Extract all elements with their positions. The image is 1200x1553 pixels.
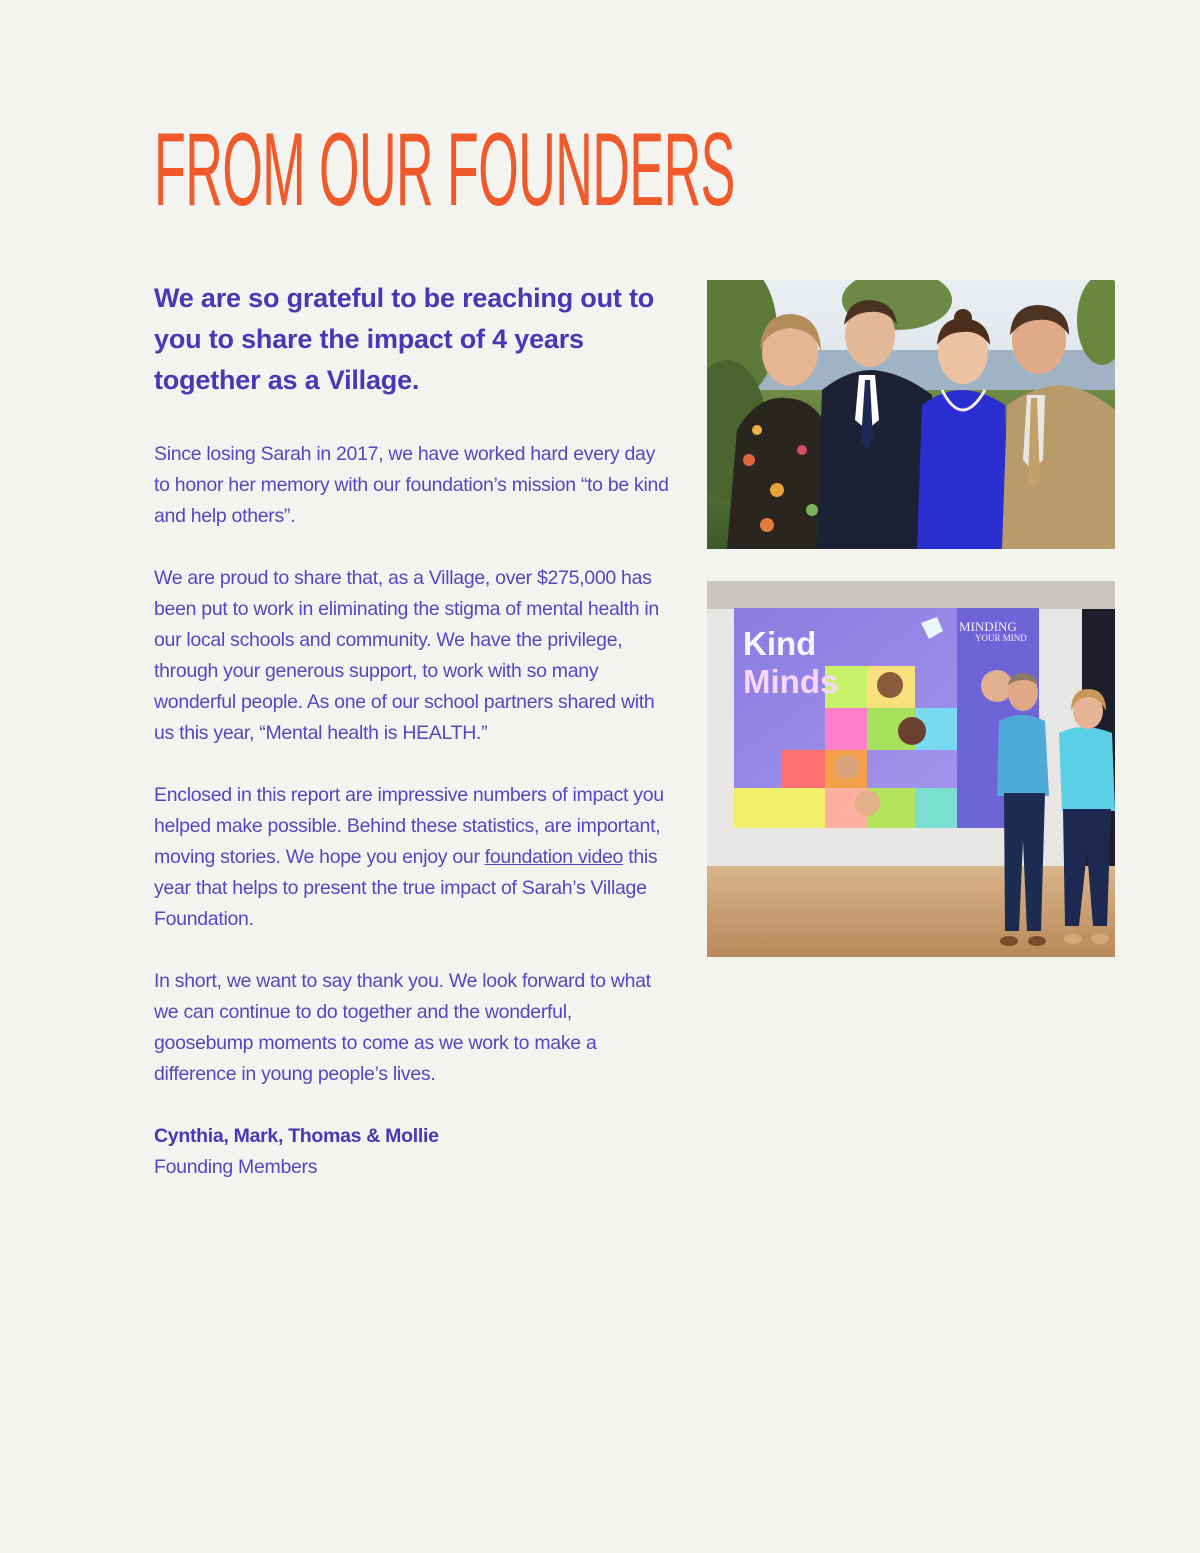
slide-title-minds: Minds [743,663,839,700]
letter-paragraph-4: In short, we want to say thank you. We look forward to what we can continue to do together and the wonderful, goosebump moments to come as we work to make a difference in young people’s lives. [154,970,651,1085]
letter-paragraph-2: We are proud to share that, as a Village, over $275,000 has been put to work in eliminating the stigma of mental health in our local schools and community. We have the privilege, through your generous support, to work with so many wonderful people. As one of our school partners shared with us this year, “Mental health is HEALTH.” [154,567,659,744]
family-photo [707,280,1115,549]
signature-names: Cynthia, Mark, Thomas & Mollie [154,1125,439,1147]
letter-paragraph-1: Since losing Sarah in 2017, we have worked hard every day to honor her memory with our foundation’s mission “to be kind and help others”. [154,443,669,527]
paragraph-3-text-start: Enclosed in this report are impressive numbers of impact you helped make possible. Behind these statistics, are important, moving stories. We hope you enjoy our [154,784,664,868]
slide-title-kind: Kind [743,625,817,662]
paragraph-3-text-end: this year that helps to present the true impact of Sarah’s Village Foundation. [154,846,658,930]
signature [154,1121,674,1183]
lead-statement: We are so grateful to be reaching out to you to share the impact of 4 years together as a Village. [154,283,655,395]
kind-minds-event-photo [707,581,1115,957]
slide-logo-line2: YOUR MIND [975,633,1027,643]
foundation-video-link[interactable]: foundation video [484,846,624,868]
letter-paragraph-3 [154,780,674,935]
slide-logo-line1: MINDING [959,619,1017,634]
signature-role: Founding Members [154,1156,318,1178]
founders-letter [154,439,674,1214]
page-title: FROM OUR FOUNDERS [154,112,735,228]
